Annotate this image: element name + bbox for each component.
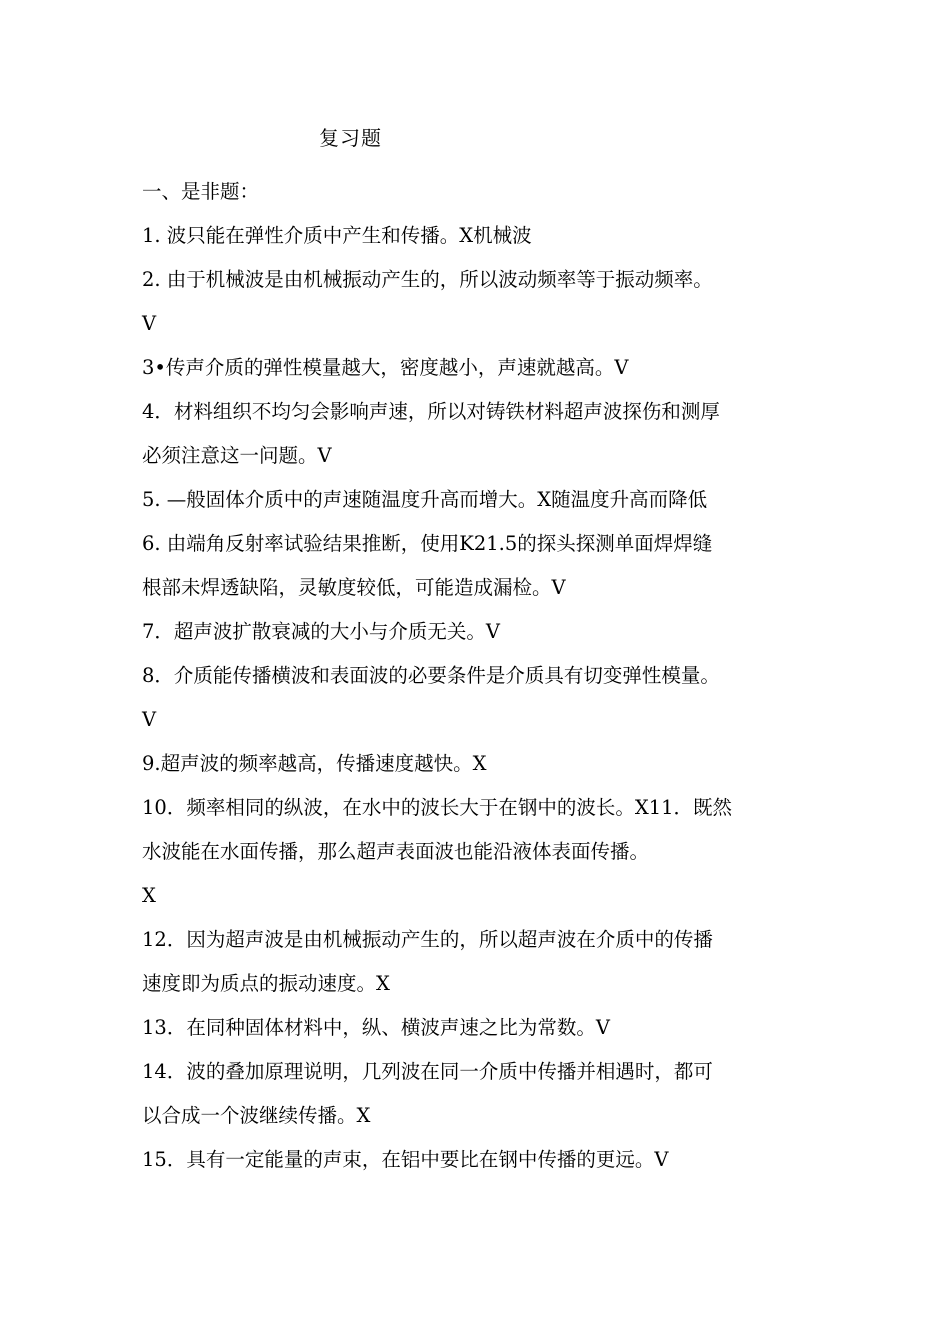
text-line: 14．波的叠加原理说明，几列波在同一介质中传播并相遇时，都可 — [142, 1060, 713, 1083]
text-line: 8．介质能传播横波和表面波的必要条件是介质具有切变弹性模量。 — [142, 664, 720, 687]
text-line: 12．因为超声波是由机械振动产生的，所以超声波在介质中的传播 — [142, 928, 713, 951]
text-line: 1. 波只能在弹性介质中产生和传播。X机械波 — [142, 224, 532, 247]
text-line: 根部未焊透缺陷，灵敏度较低，可能造成漏检。V — [142, 576, 566, 599]
text-line: 水波能在水面传播，那么超声表面波也能沿液体表面传播。 — [142, 840, 650, 863]
text-line: 7．超声波扩散衰减的大小与介质无关。V — [142, 620, 500, 643]
text-line: X — [142, 884, 156, 907]
text-line: V — [142, 312, 157, 335]
question-list — [142, 170, 822, 1182]
text-line: 2. 由于机械波是由机械振动产生的，所以波动频率等于振动频率。 — [142, 268, 713, 291]
text-line: 5. —般固体介质中的声速随温度升高而增大。X随温度升高而降低 — [142, 488, 708, 511]
text-line: 3•传声介质的弹性模量越大，密度越小，声速就越高。V — [142, 356, 629, 379]
text-line: 15．具有一定能量的声束，在铝中要比在钢中传播的更远。V — [142, 1148, 669, 1171]
text-line: 速度即为质点的振动速度。X — [142, 972, 390, 995]
text-line: 13．在同种固体材料中，纵、横波声速之比为常数。V — [142, 1016, 610, 1039]
section-heading: 一、是非题： — [142, 180, 260, 203]
page-title: 复习题 — [319, 126, 382, 150]
text-line: V — [142, 708, 157, 731]
text-line: 必须注意这一问题。V — [142, 444, 332, 467]
text-line: 10．频率相同的纵波，在水中的波长大于在钢中的波长。X11．既然 — [142, 796, 733, 819]
text-line: 4．材料组织不均匀会影响声速，所以对铸铁材料超声波探伤和测厚 — [142, 400, 720, 423]
text-line: 9.超声波的频率越高，传播速度越快。X — [142, 752, 487, 775]
text-line: 6. 由端角反射率试验结果推断，使用K21.5的探头探测单面焊焊缝 — [142, 532, 713, 555]
text-line: 以合成一个波继续传播。X — [142, 1104, 371, 1127]
